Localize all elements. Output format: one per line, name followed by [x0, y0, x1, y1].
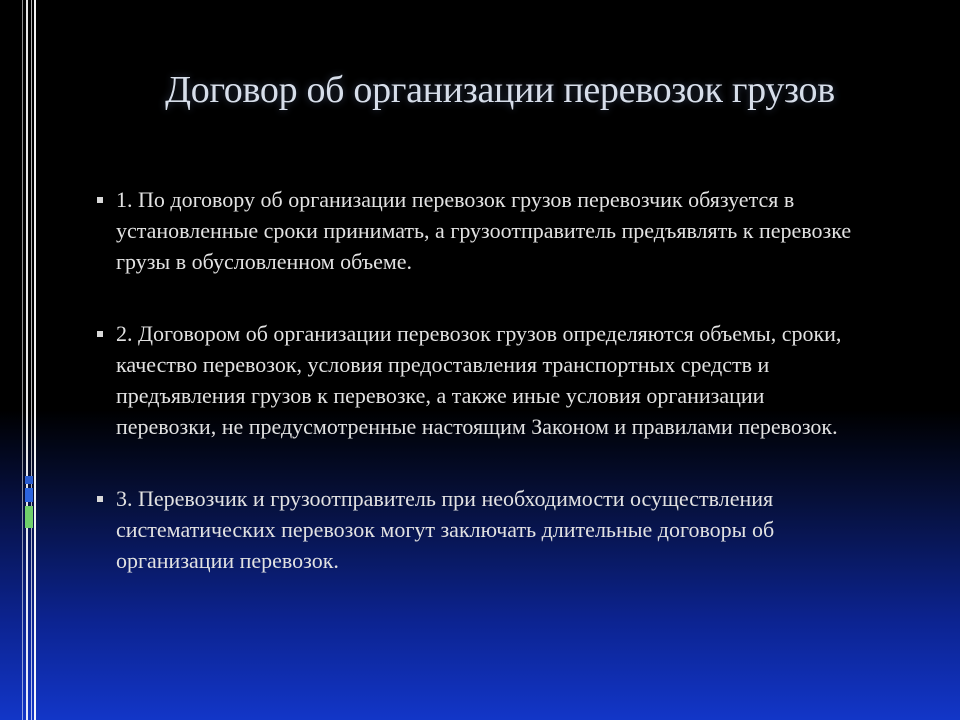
slide-title: Договор об организации перевозок грузов [165, 69, 835, 111]
decorative-marker-blue [25, 488, 33, 502]
square-bullet-icon [97, 496, 103, 502]
bullet-text: 2. Договором об организации перевозок грузов определяются объемы, сроки, качество перевозок, условия предоставления транспортных средств и предъявления грузов к перевозке, а также иные условия организации перевозки, не предусмотренные настоящим Законом и правилами перевозок. [116, 321, 842, 439]
bullet-text: 1. По договору об организации перевозок грузов перевозчик обязуется в установленные сроки принимать, а грузоотправитель предъявлять к перевозке грузы в обусловленном объеме. [116, 187, 852, 274]
decorative-line [31, 0, 32, 720]
bullet-item [96, 318, 866, 442]
decorative-marker-green [25, 506, 33, 528]
bullet-text: 3. Перевозчик и грузоотправитель при необходимости осуществления систематических перевозок могут заключать длительные договоры об организации перевозок. [116, 486, 775, 573]
bullet-item [96, 483, 866, 576]
decorative-line [34, 0, 36, 720]
left-decorative-strip [0, 0, 38, 720]
bullet-item [96, 184, 866, 277]
square-bullet-icon [97, 331, 103, 337]
decorative-vertical-lines [22, 0, 38, 720]
decorative-marker-blue [25, 476, 33, 484]
decorative-line [22, 0, 23, 720]
bullet-list [96, 184, 866, 576]
decorative-line [26, 0, 28, 720]
square-bullet-icon [97, 197, 103, 203]
